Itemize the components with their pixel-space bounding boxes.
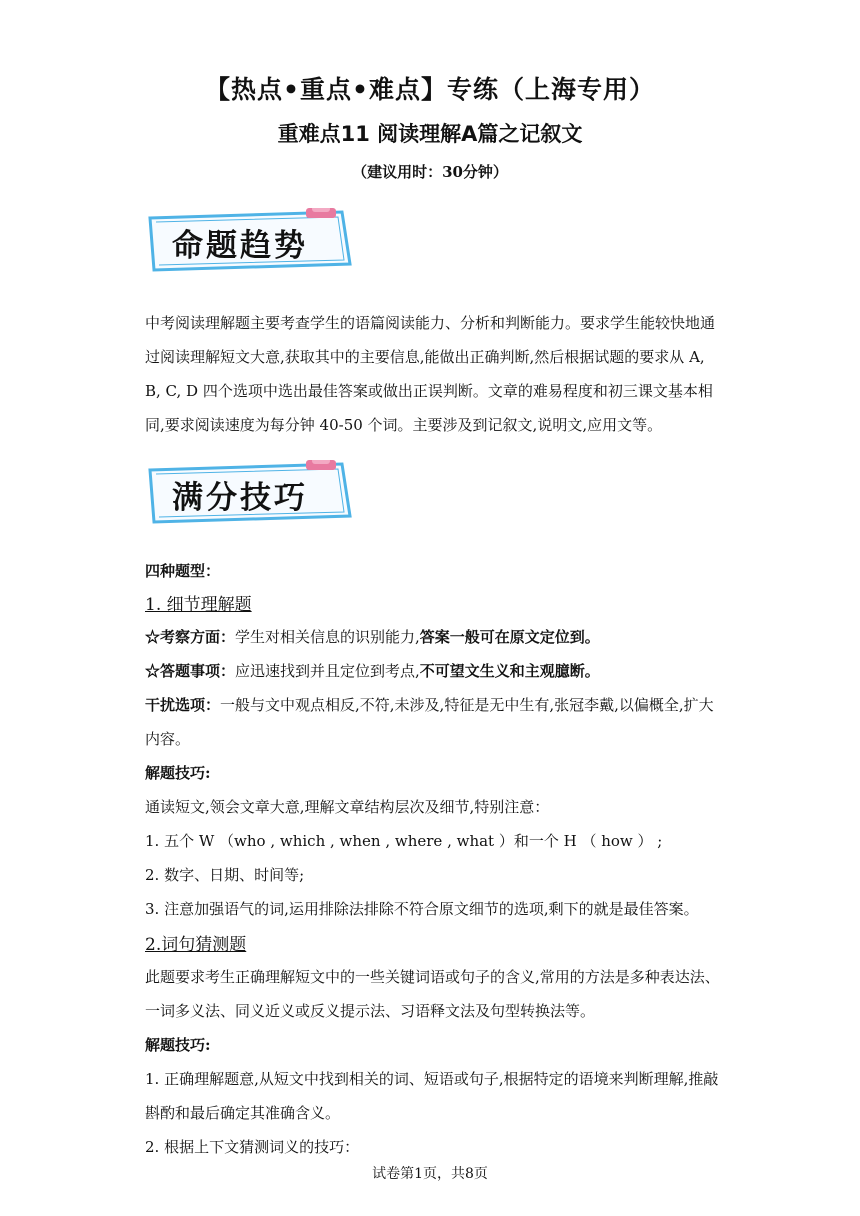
distractor-label: 干扰选项：	[145, 696, 221, 714]
document-subtitle: 重难点11 阅读理解A篇之记叙文	[277, 122, 583, 146]
tip-item-2: 2. 数字、日期、时间等;	[145, 866, 305, 884]
answer-notes-text: 应迅速找到并且定位到考点,	[235, 662, 420, 680]
guess-tip-1b: 斟酌和最后确定其准确含义。	[145, 1104, 341, 1122]
tips-heading-2: 解题技巧:	[145, 1036, 211, 1054]
intro-line-4: 同,要求阅读速度为每分钟 40-50 个词。主要涉及到记叙文,说明文,应用文等。	[145, 416, 663, 434]
exam-aspect-emphasis: 答案一般可在原文定位到。	[419, 628, 600, 646]
answer-notes-emphasis: 不可望文生义和主观臆断。	[419, 662, 600, 680]
guess-text-1: 此题要求考生正确理解短文中的一些关键词语或句子的含义,常用的方法是多种表达法、	[145, 968, 720, 986]
section-banner-skills	[146, 460, 354, 522]
tip-item-3: 3. 注意加强语气的词,运用排除法排除不符合原文细节的选项,剩下的就是最佳答案。	[145, 900, 699, 918]
exam-aspect-label: ☆考察方面：	[145, 628, 236, 646]
paper-clip-icon	[306, 460, 336, 470]
answer-notes-line	[145, 660, 600, 681]
guess-tip-2: 2. 根据上下文猜测词义的技巧：	[145, 1138, 360, 1156]
exam-aspect-text: 学生对相关信息的识别能力,	[235, 628, 420, 646]
intro-line-1: 中考阅读理解题主要考查学生的语篇阅读能力、分析和判断能力。要求学生能较快地通	[145, 314, 716, 332]
banner-title: 命题趋势	[172, 228, 308, 264]
page-footer: 试卷第1页，共8页	[372, 1166, 488, 1182]
banner-title: 满分技巧	[172, 480, 308, 516]
tip-item-1: 1. 五个 W （who , which , when , where , what ）和一个 H （ how ） ;	[145, 832, 663, 850]
document-title: 【热点•重点•难点】专练（上海专用）	[205, 75, 655, 104]
types-heading: 四种题型：	[145, 562, 221, 580]
exam-aspect-line	[145, 626, 600, 647]
paper-clip-icon	[306, 208, 336, 218]
section-heading-detail: 1. 细节理解题	[145, 595, 252, 615]
distractor-line-2: 内容。	[145, 730, 191, 748]
distractor-line	[145, 694, 714, 715]
guess-tip-1a: 1. 正确理解题意,从短文中找到相关的词、短语或句子,根据特定的语境来判断理解,推敲	[145, 1070, 719, 1088]
tips-intro: 通读短文,领会文章大意,理解文章结构层次及细节,特别注意：	[145, 798, 550, 816]
time-hint: （建议用时：30分钟）	[352, 163, 508, 181]
section-heading-guess: 2.词句猜测题	[145, 935, 247, 955]
tips-heading: 解题技巧:	[145, 764, 211, 782]
section-banner-trend	[146, 208, 354, 270]
intro-line-2: 过阅读理解短文大意,获取其中的主要信息,能做出正确判断,然后根据试题的要求从 A,	[145, 348, 705, 366]
intro-line-3: B, C, D 四个选项中选出最佳答案或做出正误判断。文章的难易程度和初三课文基本相	[145, 382, 713, 400]
answer-notes-label: ☆答题事项：	[145, 662, 236, 680]
distractor-text: 一般与文中观点相反,不符,未涉及,特征是无中生有,张冠李戴,以偏概全,扩大	[220, 696, 714, 714]
guess-text-2: 一词多义法、同义近义或反义提示法、习语释文法及句型转换法等。	[145, 1002, 596, 1020]
